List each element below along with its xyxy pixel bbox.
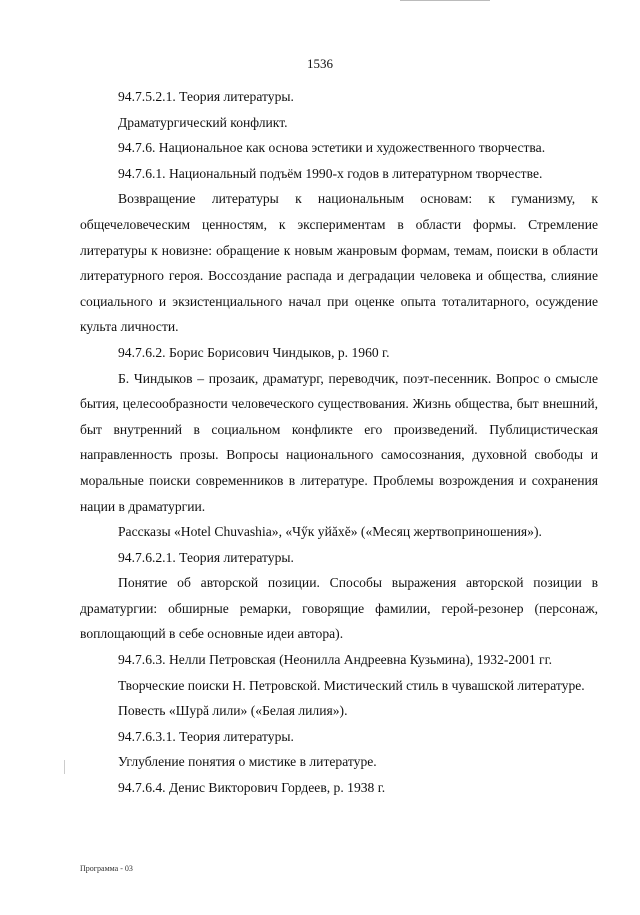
scan-artifact bbox=[400, 0, 490, 1]
section-heading: 94.7.6.2.1. Теория литературы. bbox=[118, 549, 294, 565]
topic-line: Драматургический конфликт. bbox=[118, 114, 288, 130]
topic-line: Углубление понятия о мистике в литературе. bbox=[118, 754, 377, 770]
body-paragraph: Творческие поиски Н. Петровской. Мистический стиль в чувашской литературе. bbox=[118, 677, 585, 693]
section-heading: 94.7.6.1. Национальный подъём 1990-х годов в литературном творчестве. bbox=[118, 165, 543, 181]
body-paragraph: Понятие об авторской позиции. Способы выражения авторской позиции в драматургии: обширные ремарки, говорящие фамилии, герой-резонер (персонаж, воплощающий в себе основные идеи автора). bbox=[80, 575, 598, 642]
section-heading: 94.7.6.3. Нелли Петровская (Неонилла Андреевна Кузьмина), 1932-2001 гг. bbox=[118, 652, 553, 668]
page-number: 1536 bbox=[307, 56, 333, 71]
body-paragraph: Б. Чиндыков – прозаик, драматург, переводчик, поэт-песенник. Вопрос о смысле бытия, целесообразности человеческого существования. Жизнь общества, быт внешний, быт внутренний в социальном конфликте его произведений. Публицистическая направленность прозы. Вопросы национального самосознания, духовной свободы и моральные поиски современников в литературе. Проблемы возрождения и сохранения нации в драматургии. bbox=[80, 370, 598, 514]
section-heading: 94.7.6.3.1. Теория литературы. bbox=[118, 728, 294, 744]
works-line: Рассказы «Hotel Chuvashia», «Чӳк уйăхĕ» («Месяц жертвоприношения»). bbox=[118, 524, 542, 540]
works-line: Повесть «Шурă лили» («Белая лилия»). bbox=[118, 703, 348, 719]
footer-label: Программа - 03 bbox=[80, 864, 133, 873]
section-heading: 94.7.5.2.1. Теория литературы. bbox=[118, 89, 294, 104]
section-heading: 94.7.6. Национальное как основа эстетики и художественного творчества. bbox=[118, 140, 546, 156]
section-heading: 94.7.6.4. Денис Викторович Гордеев, р. 1938 г. bbox=[118, 780, 386, 796]
section-heading: 94.7.6.2. Борис Борисович Чиндыков, р. 1960 г. bbox=[118, 344, 390, 360]
scan-artifact bbox=[64, 760, 65, 774]
page-body bbox=[80, 84, 598, 801]
body-paragraph: Возвращение литературы к национальным основам: к гуманизму, к общечеловеческим ценностям, к экспериментам в области формы. Стремление литературы к новизне: обращение к новым жанровым формам, темам, поиски в области литературного героя. Воссоздание распада и деградации человека и общества, слияние социального и экзистенциального начал при оценке опыта тоталитарного, осуждение культа личности. bbox=[80, 191, 598, 335]
